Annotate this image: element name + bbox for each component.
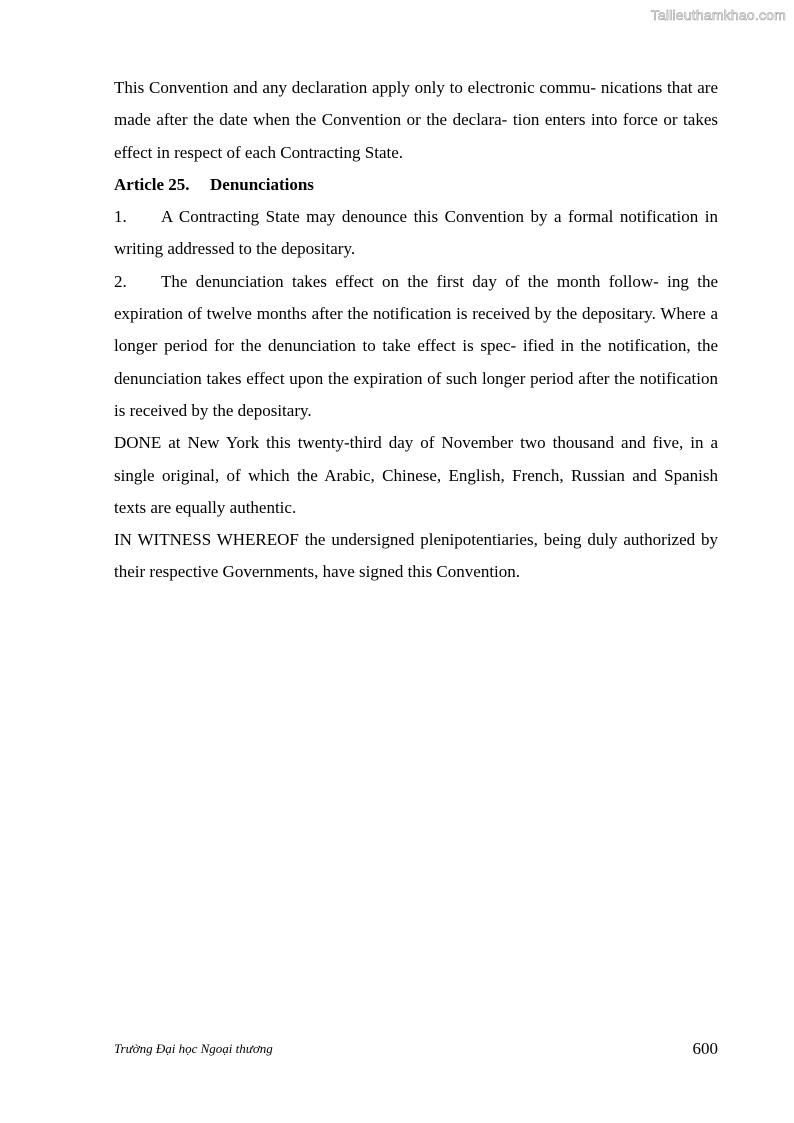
- intro-paragraph: This Convention and any declaration apply only to electronic commu- nications that are made after the date when the Convention or the declara- tion enters into force or takes effect in respect of each Contracting State.: [114, 78, 718, 162]
- article-title: Denunciations: [210, 174, 314, 194]
- footer-school-name: Trường Đại học Ngoại thương: [114, 1041, 273, 1056]
- page-number: 600: [692, 1039, 718, 1058]
- clause-1-number: 1.: [114, 207, 127, 227]
- page-footer: [114, 1039, 718, 1061]
- clause-2-number: 2.: [114, 271, 127, 291]
- article-number: Article 25.: [114, 174, 190, 194]
- witness-paragraph: IN WITNESS WHEREOF the undersigned plenipotentiaries, being duly authorized by their respective Governments, have signed this Convention.: [114, 530, 718, 582]
- clause-2-text: The denunciation takes effect on the first day of the month follow- ing the expiration of twelve months after the notification is received by the depositary. Where a longer period for the denunciation to take effect is spec- ified in the notification, the denunciation takes effect upon the expiration of such longer period after the notification is received by the depositary.: [114, 271, 718, 420]
- clause-2: [114, 266, 718, 427]
- document-body: [114, 72, 718, 589]
- clause-1-text: A Contracting State may denounce this Convention by a formal notification in writing addressed to the depositary.: [114, 207, 718, 259]
- clause-1: [114, 201, 718, 266]
- article-heading: [114, 169, 718, 201]
- watermark: Tailieuthamkhao.com: [650, 7, 786, 23]
- done-paragraph: DONE at New York this twenty-third day of November two thousand and five, in a single original, of which the Arabic, Chinese, English, French, Russian and Spanish texts are equally authentic.: [114, 433, 718, 517]
